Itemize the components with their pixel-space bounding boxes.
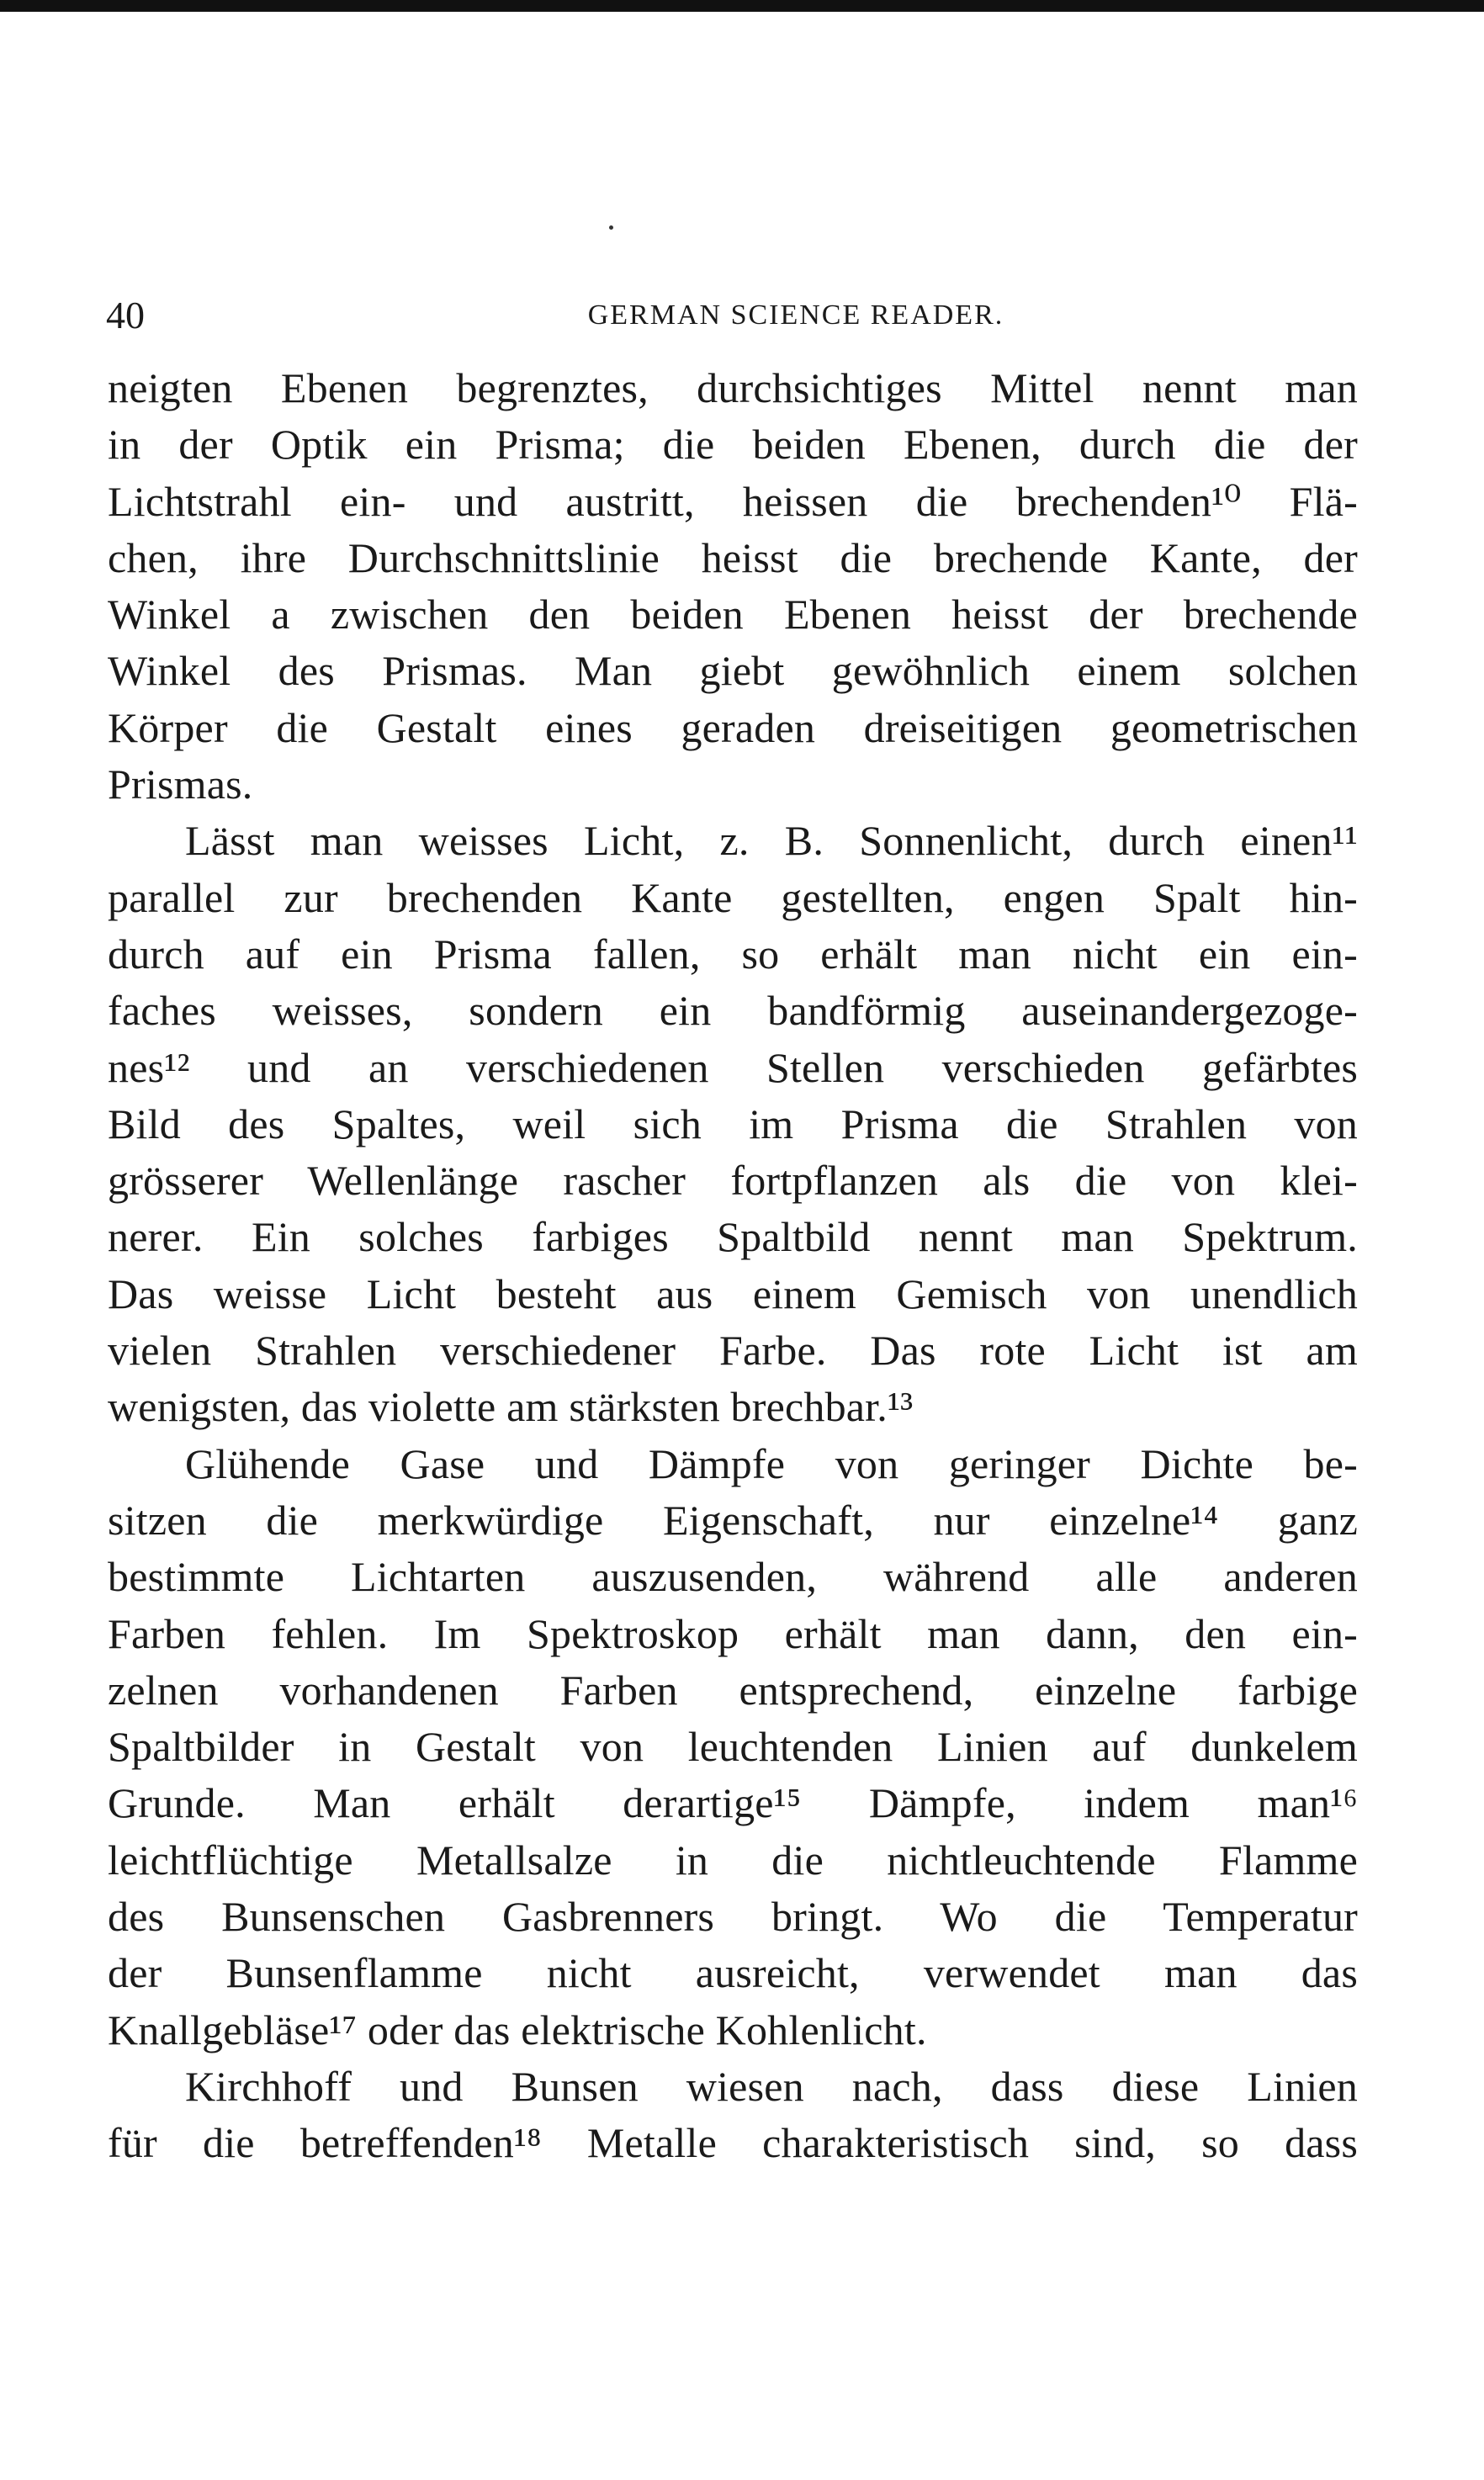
text-line: nes¹² und an verschiedenen Stellen verschieden gefärbtes [108, 1043, 1358, 1091]
body-text [108, 360, 1358, 2172]
top-edge-rule [0, 0, 1484, 12]
page-number: 40 [106, 294, 145, 336]
text-line: leichtflüchtige Metallsalze in die nichtleuchtende Flamme [108, 1836, 1358, 1884]
text-line: Winkel des Prismas. Man giebt gewöhnlich einem solchen [108, 647, 1358, 695]
text-line: bestimmte Lichtarten auszusenden, während alle anderen [108, 1553, 1358, 1601]
text-line: für die betreffenden¹⁸ Metalle charakteristisch sind, so dass [108, 2119, 1358, 2167]
text-line: Lichtstrahl ein- und austritt, heissen die brechenden¹⁰ Flä- [108, 477, 1358, 525]
text-line: Prismas. [108, 760, 253, 808]
text-line: chen, ihre Durchschnittslinie heisst die brechende Kante, der [108, 533, 1358, 581]
page-header [106, 286, 1359, 345]
text-line: Bild des Spaltes, weil sich im Prisma die Strahlen von [108, 1100, 1358, 1147]
text-line: vielen Strahlen verschiedener Farbe. Das rote Licht ist am [108, 1327, 1358, 1375]
text-line: in der Optik ein Prisma; die beiden Ebenen, durch die der [108, 421, 1358, 469]
text-line: grösserer Wellenlänge rascher fortpflanzen als die von klei- [108, 1157, 1358, 1205]
text-line: Grunde. Man erhält derartige¹⁵ Dämpfe, indem man¹⁶ [108, 1779, 1358, 1827]
text-line: Kirchhoff und Bunsen wiesen nach, dass diese Linien [185, 2062, 1358, 2110]
text-line: des Bunsenschen Gasbrenners bringt. Wo die Temperatur [108, 1893, 1358, 1941]
text-line: Körper die Gestalt eines geraden dreiseitigen geometrischen [108, 703, 1358, 751]
running-head: GERMAN SCIENCE READER. [587, 299, 1004, 331]
text-line: Spaltbilder in Gestalt von leuchtenden Linien auf dunkelem [108, 1723, 1358, 1771]
text-line: neigten Ebenen begrenztes, durchsichtiges Mittel nennt man [108, 364, 1358, 411]
text-line: durch auf ein Prisma fallen, so erhält man nicht ein ein- [108, 930, 1358, 978]
text-line: Winkel a zwischen den beiden Ebenen heisst der brechende [108, 591, 1358, 639]
text-line: sitzen die merkwürdige Eigenschaft, nur einzelne¹⁴ ganz [108, 1496, 1358, 1544]
print-speck [609, 225, 613, 230]
text-line: Knallgebläse¹⁷ oder das elektrische Kohlenlicht. [108, 2006, 927, 2053]
text-line: der Bunsenflamme nicht ausreicht, verwendet man das [108, 1949, 1358, 1997]
text-line: nerer. Ein solches farbiges Spaltbild nennt man Spektrum. [108, 1213, 1358, 1261]
text-line: parallel zur brechenden Kante gestellten, engen Spalt hin- [108, 873, 1358, 921]
text-line: faches weisses, sondern ein bandförmig auseinandergezoge- [108, 987, 1358, 1035]
text-line: Das weisse Licht besteht aus einem Gemisch von unendlich [108, 1269, 1358, 1317]
text-line: zelnen vorhandenen Farben entsprechend, einzelne farbige [108, 1666, 1358, 1714]
text-line: Glühende Gase und Dämpfe von geringer Dichte be- [185, 1439, 1358, 1487]
text-line: Lässt man weisses Licht, z. B. Sonnenlicht, durch einen¹¹ [185, 817, 1358, 865]
text-line: Farben fehlen. Im Spektroskop erhält man dann, den ein- [108, 1609, 1358, 1657]
text-line: wenigsten, das violette am stärksten brechbar.¹³ [108, 1383, 914, 1431]
